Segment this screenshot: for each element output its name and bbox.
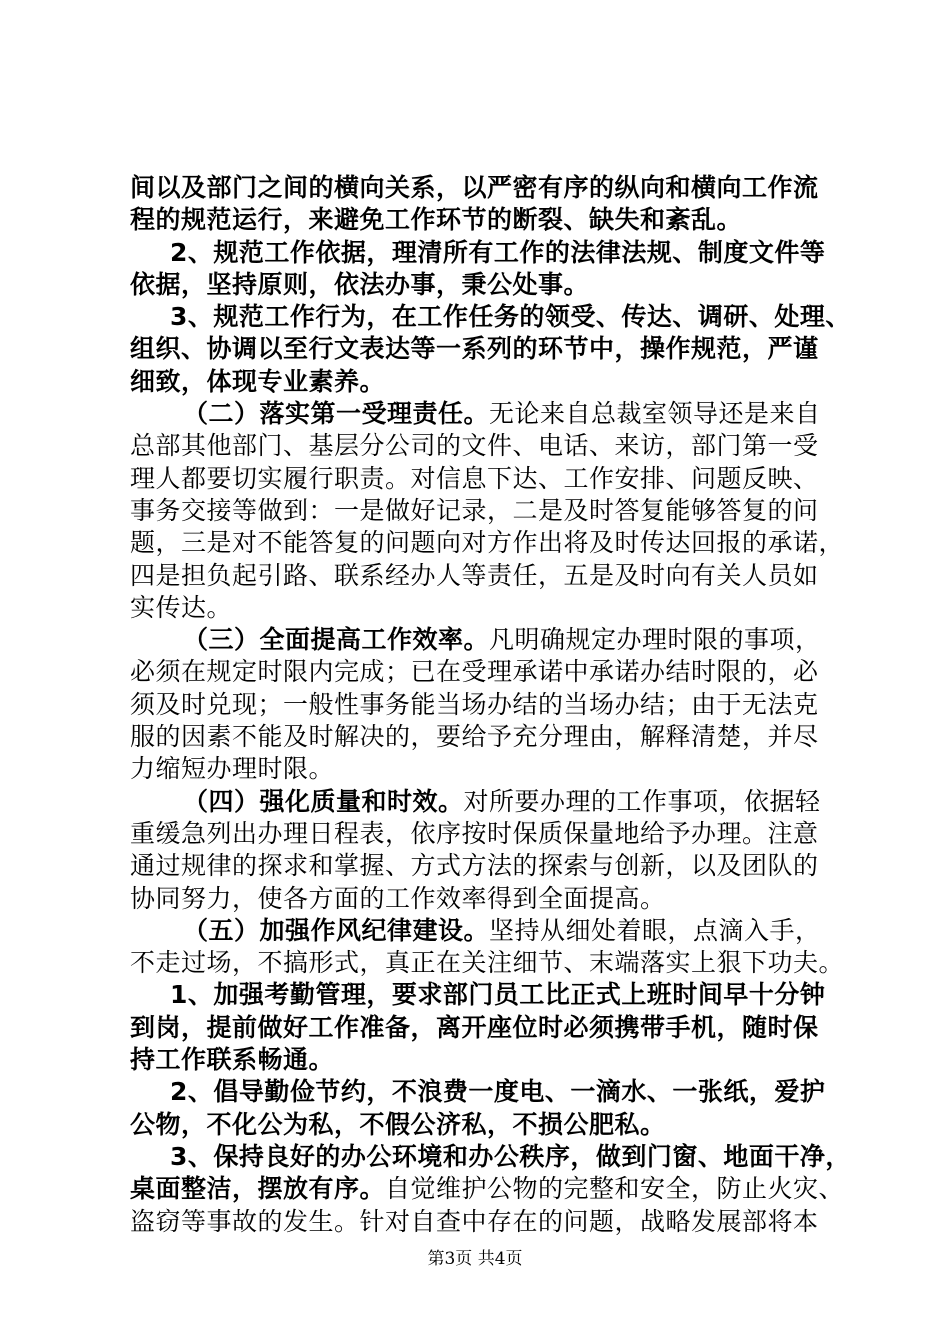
text-line: [130, 366, 855, 398]
line-text: 总部其他部门、基层分公司的文件、电话、来访，部门第一受: [130, 431, 819, 461]
text-line: [130, 1141, 855, 1173]
text-line: [130, 947, 855, 979]
line-text: 到岗，提前做好工作准备，离开座位时必须携带手机，随时保: [130, 1012, 819, 1042]
section-heading: （五）加强作风纪律建设。: [183, 915, 490, 945]
line-text: 公物，不化公为私，不假公济私，不损公肥私。: [130, 1109, 666, 1139]
line-text: 实传达。: [130, 592, 233, 622]
section-heading: （三）全面提高工作效率。: [183, 625, 490, 655]
text-line: [130, 398, 855, 430]
line-text: 事务交接等做到：一是做好记录，二是及时答复能够答复的问: [130, 495, 819, 525]
text-line: [130, 753, 855, 785]
text-line: [130, 883, 855, 915]
text-line: [130, 1044, 855, 1076]
line-text: 四是担负起引路、联系经办人等责任，五是及时向有关人员如: [130, 560, 819, 590]
page-footer: 第3页 共4页: [427, 1249, 523, 1269]
text-line: [130, 333, 855, 365]
line-text: 服的因素不能及时解决的，要给予充分理由，解释清楚，并尽: [130, 722, 819, 752]
text-line: [130, 1206, 855, 1238]
text-line: [130, 495, 855, 527]
line-text: 2、规范工作依据，理清所有工作的法律法规、制度文件等: [170, 237, 826, 267]
text-line: [130, 915, 855, 947]
line-text: 自觉维护公物的完整和安全，防止火灾、: [385, 1174, 845, 1204]
text-line: [130, 1109, 855, 1141]
text-line: [130, 1012, 855, 1044]
text-line: [130, 592, 855, 624]
line-text: 3、保持良好的办公环境和办公秩序，做到门窗、地面干净，: [170, 1141, 851, 1171]
line-text: 须及时兑现；一般性事务能当场办结的当场办结；由于无法克: [130, 689, 819, 719]
text-line: [130, 430, 855, 462]
text-line: [130, 560, 855, 592]
text-line: [130, 527, 855, 559]
text-line: [130, 1076, 855, 1108]
section-heading: （四）强化质量和时效。: [183, 786, 464, 816]
text-line: [130, 850, 855, 882]
text-line: [130, 172, 855, 204]
line-text: 必须在规定时限内完成；已在受理承诺中承诺办结时限的，必: [130, 657, 819, 687]
line-text: 理人都要切实履行职责。对信息下达、工作安排、问题反映、: [130, 463, 819, 493]
line-text: 坚持从细处着眼，点滴入手，: [489, 915, 821, 945]
text-line: [130, 463, 855, 495]
text-line: [130, 689, 855, 721]
line-text: 对所要办理的工作事项，依据轻: [463, 786, 821, 816]
line-text: 通过规律的探求和掌握、方式方法的探索与创新，以及团队的: [130, 851, 819, 881]
line-text: 1、加强考勤管理，要求部门员工比正式上班时间早十分钟: [170, 980, 826, 1010]
line-text: 依据，坚持原则，依法办事，秉公处事。: [130, 269, 590, 299]
line-text: 间以及部门之间的横向关系，以严密有序的纵向和横向工作流: [130, 173, 819, 202]
text-line: [130, 237, 855, 269]
line-text: 重缓急列出办理日程表，依序按时保质保量地给予办理。注意: [130, 818, 819, 848]
line-text: 2、倡导勤俭节约，不浪费一度电、一滴水、一张纸，爱护: [170, 1077, 826, 1107]
line-text: 持工作联系畅通。: [130, 1045, 335, 1075]
line-text: 凡明确规定办理时限的事项，: [489, 625, 821, 655]
line-text: 组织、协调以至行文表达等一系列的环节中，操作规范，严谨: [130, 334, 819, 364]
text-line: [130, 786, 855, 818]
line-text: 细致，体现专业素养。: [130, 366, 386, 396]
text-line: [130, 301, 855, 333]
text-line: [130, 979, 855, 1011]
text-line: [130, 1173, 855, 1205]
text-line: [130, 656, 855, 688]
line-text: 不走过场，不搞形式，真正在关注细节、末端落实上狠下功夫。: [130, 948, 845, 978]
text-line: [130, 624, 855, 656]
line-text: 协同努力，使各方面的工作效率得到全面提高。: [130, 883, 666, 913]
text-line: [130, 269, 855, 301]
line-text: 盗窃等事故的发生。针对自查中存在的问题，战略发展部将本: [130, 1206, 819, 1236]
line-text: 程的规范运行，来避免工作环节的断裂、缺失和紊乱。: [130, 205, 743, 235]
text-line: [130, 721, 855, 753]
section-heading: 桌面整洁，摆放有序。: [130, 1174, 386, 1204]
text-line: [130, 818, 855, 850]
line-text: 题，三是对不能答复的问题向对方作出将及时传达回报的承诺，: [130, 528, 845, 558]
document-body: [130, 172, 855, 1238]
line-text: 无论来自总裁室领导还是来自: [489, 399, 821, 429]
text-line: [130, 204, 855, 236]
line-text: 3、规范工作行为，在工作任务的领受、传达、调研、处理、: [170, 302, 851, 332]
section-heading: （二）落实第一受理责任。: [183, 399, 490, 429]
line-text: 力缩短办理时限。: [130, 754, 335, 784]
